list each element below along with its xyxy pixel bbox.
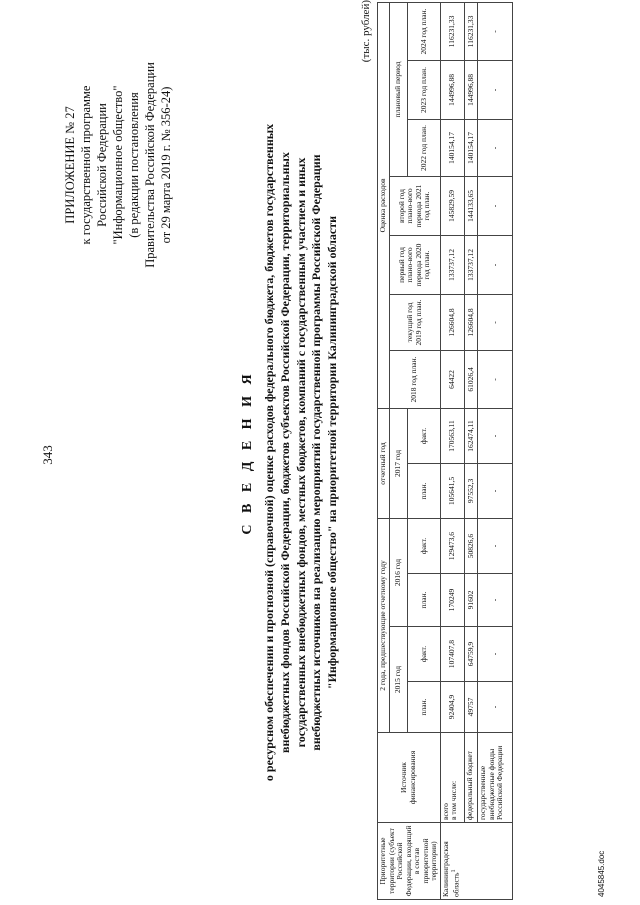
header-2022-plan: 2022 год план. (408, 119, 441, 176)
value-cell: - (478, 176, 512, 235)
value-cell: 105641,5 (440, 463, 464, 518)
value-cell: - (478, 463, 512, 518)
value-cell: - (478, 574, 512, 627)
value-cell: 133737,12 (440, 235, 464, 294)
value-cell: - (478, 60, 512, 119)
header-2023-plan: 2023 год план. (408, 60, 441, 119)
value-cell: 129473,6 (440, 518, 464, 573)
value-cell: 162474,11 (464, 408, 478, 463)
value-cell: 116231,33 (440, 2, 464, 60)
value-cell: 64422 (440, 350, 464, 408)
value-cell: 49757 (464, 682, 478, 733)
table-row (478, 2, 512, 899)
header-estimate: Оценка расходов (378, 2, 390, 408)
value-cell: - (478, 627, 512, 682)
value-cell: 126604,8 (464, 294, 478, 350)
expenditure-table (377, 2, 513, 900)
value-cell: 64759,9 (464, 627, 478, 682)
value-cell: - (478, 350, 512, 408)
value-cell: 126604,8 (440, 294, 464, 350)
header-current-year: текущий год 2019 год план. (389, 294, 440, 350)
page-number: 343 (40, 445, 55, 465)
appendix-line: Российской Федерации (95, 103, 109, 227)
header-year-2017: 2017 год (389, 408, 408, 518)
value-cell: - (478, 235, 512, 294)
header-plan: план. (408, 463, 441, 518)
subtitle-line: государственных внебюджетных фондов, местных бюджетов, компаний с государственным участием и иных (293, 157, 308, 748)
value-cell: 144996,88 (464, 60, 478, 119)
territory-name: Калининградская область (440, 841, 461, 897)
source-sublabel: в том числе: (449, 780, 458, 820)
document-title: С В Е Д Е Н И Я (240, 370, 255, 535)
header-planning-period: плановый период (389, 2, 408, 176)
subtitle-line: внебюджетных источников на реализацию мероприятий государственной программы Российской Федерации (309, 154, 324, 751)
subtitle-line: о ресурсном обеспечении и прогнозной (справочной) оценке расходов федерального бюджета, бюджетов государственных (262, 123, 276, 782)
value-cell: 50826,6 (464, 518, 478, 573)
footer-filename: 4045845.doc (597, 850, 606, 897)
value-cell: 144133,65 (464, 176, 478, 235)
value-cell: - (478, 682, 512, 733)
header-2024-plan: 2024 год план. (408, 2, 441, 60)
territory-footnote: 1 (450, 869, 457, 873)
document-subtitle (262, 95, 341, 810)
appendix-line: Правительства Российской Федерации (143, 62, 157, 268)
appendix-line: (в редакции постановления (127, 92, 141, 238)
subtitle-line: "Информационное общество" на приоритетной территории Калининградской области (325, 215, 340, 690)
value-cell: 170563,11 (440, 408, 464, 463)
appendix-line: к государственной программе (79, 85, 93, 245)
value-cell: 144996,88 (440, 60, 464, 119)
header-territory: Приоритетные территории (субъект Российской Федерации, входящий в состав приоритетной территории) (378, 823, 441, 900)
appendix-line: от 29 марта 2019 г. № 356-24) (159, 86, 173, 244)
header-plan: план. (408, 574, 441, 627)
header-2018-plan: 2018 год план. (389, 350, 440, 408)
value-cell: - (478, 518, 512, 573)
header-source: Источник финансирования (378, 733, 441, 823)
header-fact: факт. (408, 518, 441, 573)
header-fact: факт. (408, 627, 441, 682)
header-year-2015: 2015 год (389, 627, 408, 733)
source-label: всего (440, 803, 450, 820)
value-cell: 133737,12 (464, 235, 478, 294)
value-cell: 61026,4 (464, 350, 478, 408)
value-cell: - (478, 119, 512, 176)
source-cell (440, 733, 464, 823)
header-two-years: 2 года, предшествующие отчетному году (378, 518, 390, 732)
value-cell: 116231,33 (464, 2, 478, 60)
header-plan: план. (408, 682, 441, 733)
value-cell: 140154,17 (464, 119, 478, 176)
value-cell: 145829,59 (440, 176, 464, 235)
units-label: (тыс. рублей) (360, 0, 372, 63)
value-cell: 140154,17 (440, 119, 464, 176)
value-cell: 92404,9 (440, 682, 464, 733)
table-row (464, 2, 478, 899)
header-reporting-year: отчетный год (378, 408, 390, 518)
subtitle-line: внебюджетных фондов Российской Федерации, бюджетов субъектов Российской Федерации, территориальных (277, 152, 292, 753)
header-second-plan-year: второй год плано-вого периода 2021 год план. (389, 176, 440, 235)
appendix-line: "Информационное общество" (111, 85, 125, 245)
value-cell: 97552,3 (464, 463, 478, 518)
source-cell: государственные внебюджетные фонды Российской Федерации (478, 733, 512, 823)
header-year-2016: 2016 год (389, 518, 408, 626)
source-cell: федеральный бюджет (464, 733, 478, 823)
value-cell: - (478, 2, 512, 60)
appendix-header (62, 10, 174, 320)
header-fact: факт. (408, 408, 441, 463)
value-cell: - (478, 294, 512, 350)
value-cell: 170249 (440, 574, 464, 627)
value-cell: 91602 (464, 574, 478, 627)
value-cell: - (478, 408, 512, 463)
table-row (440, 2, 464, 899)
territory-cell (440, 823, 512, 900)
header-first-plan-year: первый год плано-вого периода 2020 год план. (389, 235, 440, 294)
appendix-line: ПРИЛОЖЕНИЕ № 27 (63, 106, 77, 224)
value-cell: 107407,8 (440, 627, 464, 682)
